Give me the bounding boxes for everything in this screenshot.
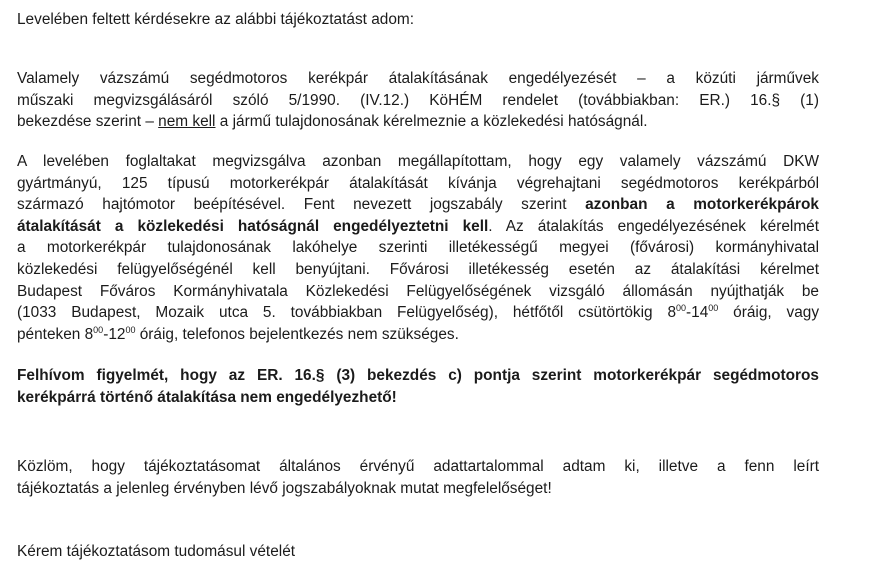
p2-line-1: A levelében foglaltakat megvizsgálva azonban megállapítottam, hogy egy valamely vázszámú DKW [17, 153, 819, 170]
intro-paragraph [17, 9, 819, 31]
p2-line-8-end: óráig, vagy [718, 304, 820, 322]
p2-line-3 [17, 194, 819, 216]
p1-line-2: műszaki megvizsgálásáról szóló 5/1990. (IV.12.) KöHÉM rendelet (továbbiakban: ER.) 16.§ (1) [17, 91, 819, 109]
closing-text: Kérem tájékoztatásom tudomásul vételét [17, 543, 296, 560]
p2-line-5: a motorkerékpár tulajdonosának lakóhelye szerinti illetékességű megyei (fővárosi) kormányhivatal [17, 239, 819, 257]
p2-line-2: gyártmányú, 125 típusú motorkerékpár átalakítását kívánja végrehajtani segédmotoros kerékpárból [17, 174, 819, 192]
paragraph-1 [17, 68, 819, 133]
p4-line-2: tájékoztatás a jelenleg érvényben lévő jogszabályoknak mutat megfelelőséget! [17, 479, 552, 497]
time-superscript: 00 [708, 303, 719, 314]
p2-line-4 [17, 216, 819, 238]
paragraph-4 [17, 456, 819, 499]
paragraph-3-notice [17, 365, 819, 408]
p1-line-3 [17, 111, 819, 133]
p2-line-9-start: pénteken 8 [17, 325, 94, 343]
p3-line-2: kerékpárrá történő átalakítása nem engedélyezhető! [17, 388, 397, 406]
intro-text: Levelében feltett kérdésekre az alábbi tájékoztatást adom: [17, 11, 414, 28]
p2-line-9-end: óráig, telefonos bejelentkezés nem szükséges. [135, 325, 459, 343]
p2-line-8-start: (1033 Budapest, Mozaik utca 5. továbbiakban Felügyelőség), hétfőtől csütörtökig 8 [17, 304, 677, 322]
p2-line-9 [17, 324, 819, 346]
p2-line-8 [17, 302, 819, 324]
time-superscript: 00 [93, 324, 104, 335]
p2-bold-phrase-1: azonban a motorkerékpárok [585, 196, 819, 214]
p2-line-4-end: . Az átalakítás engedélyezésének kérelmét [488, 217, 819, 235]
time-separator: -12 [103, 325, 126, 343]
p1-line-1: Valamely vázszámú segédmotoros kerékpár átalakításának engedélyezését – a közúti járművek [17, 70, 819, 87]
p2-line-6: közlekedési felügyelőségénél kell benyújtani. Fővárosi illetékesség esetén az átalakítási kérelmet [17, 260, 819, 278]
time-separator: -14 [686, 304, 709, 322]
time-superscript: 00 [125, 324, 136, 335]
p1-line-3-end: a jármű tulajdonosának kérelmeznie a közlekedési hatóságnál. [215, 113, 648, 131]
p2-line-7: Budapest Főváros Kormányhivatala Közlekedési Felügyelőségének vizsgáló állomásán nyújthatják be [17, 282, 819, 300]
p3-line-1: Felhívom figyelmét, hogy az ER. 16.§ (3) bekezdés c) pontja szerint motorkerékpár segédmotoros [17, 367, 819, 384]
p2-bold-phrase-2: átalakítását a közlekedési hatóságnál engedélyeztetni kell [17, 217, 489, 235]
paragraph-2 [17, 151, 819, 345]
time-superscript: 00 [676, 303, 687, 314]
closing-paragraph [17, 541, 819, 563]
p4-line-1: Közlöm, hogy tájékoztatásomat általános érvényű adattartalommal adtam ki, illetve a fenn leírt [17, 458, 819, 475]
p1-line-3-start: bekezdése szerint – [17, 113, 159, 131]
p2-line-3-start: származó hajtómotor beépítésével. Fent nevezett jogszabály szerint [17, 196, 586, 214]
underlined-phrase: nem kell [158, 113, 216, 131]
